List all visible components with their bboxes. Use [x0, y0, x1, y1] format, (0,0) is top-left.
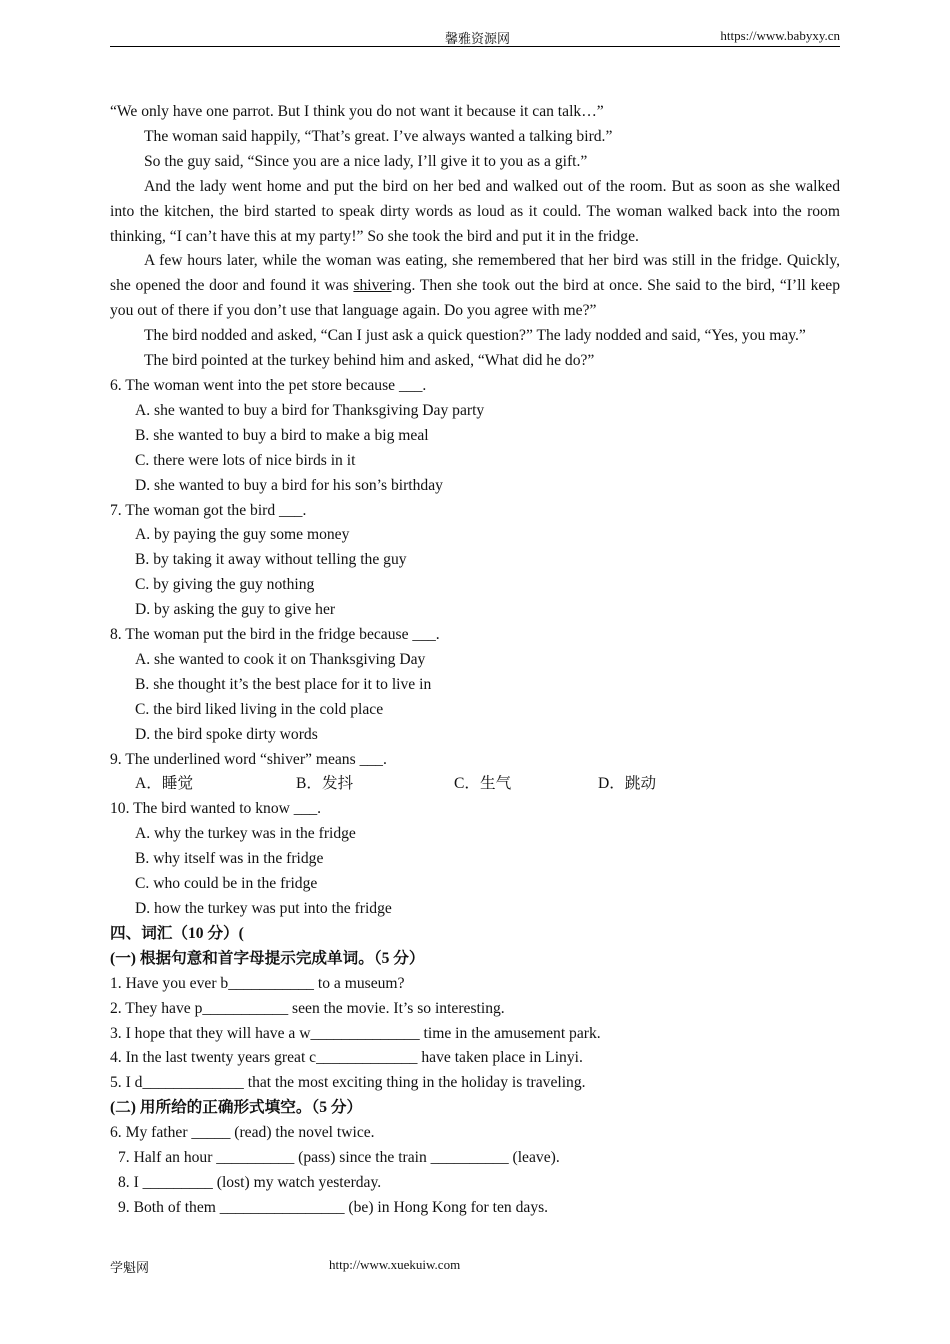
story-paragraph: And the lady went home and put the bird on her bed and walked out of the room. But as soon as she walked into the kitchen, the bird started to speak dirty words as loud as it could. The woman walked back into the room thinking, “I can’t have this at my party!” So she took the bird and put it in the fridge. [110, 177, 840, 245]
question-option: D. how the turkey was put into the fridge [135, 900, 392, 917]
question-option: A. she wanted to cook it on Thanksgiving Day [135, 650, 426, 668]
question-option: C. who could be in the fridge [135, 875, 318, 893]
question-stem: 7. The woman got the bird ___. [110, 501, 307, 519]
story-text: ing. Then she took out the bird at once. She said to the bird, “I’ll keep you out of there if you don’t use that language again. Do you agree with me?” [110, 277, 840, 320]
fill-in-item: 9. Both of them ________________ (be) in Hong Kong for ten days. [118, 1198, 549, 1216]
document-body [110, 100, 840, 1221]
question-stem: 6. The woman went into the pet store because ___. [110, 376, 427, 394]
question-option: C. there were lots of nice birds in it [135, 451, 356, 469]
story-paragraph: “We only have one parrot. But I think you do not want it because it can talk…” [110, 103, 604, 120]
page-header [110, 26, 840, 47]
fill-in-item: 7. Half an hour __________ (pass) since the train __________ (leave). [118, 1149, 560, 1167]
section-title: 四、词汇（10 分）( [110, 924, 244, 942]
question-option: B. why itself was in the fridge [135, 850, 324, 868]
question-stem: 10. The bird wanted to know ___. [110, 800, 322, 818]
question-option: D. the bird spoke dirty words [135, 725, 318, 743]
story-paragraph: The woman said happily, “That’s great. I’ve always wanted a talking bird.” [144, 127, 613, 145]
fill-in-item: 4. In the last twenty years great c_____________ have taken place in Linyi. [110, 1049, 583, 1067]
question-option: C．生气 [454, 775, 512, 793]
subsection-title: (二) 用所给的正确形式填空。（5 分） [110, 1099, 363, 1117]
page-footer [110, 1257, 840, 1276]
question-stem: 8. The woman put the bird in the fridge because ___. [110, 626, 440, 644]
header-site-name: 馨雅资源网 [445, 31, 511, 46]
question-option: C. by giving the guy nothing [135, 576, 315, 594]
fill-in-item: 1. Have you ever b___________ to a museum? [110, 974, 405, 992]
question-option: B．发抖 [296, 775, 354, 793]
question-option: B. by taking it away without telling the guy [135, 551, 407, 569]
story-text: A few hours later, while the woman was eating, she remembered that her bird was still in the fridge. Quickly, she opened the door and found it was [110, 252, 840, 295]
question-option: B. she wanted to buy a bird to make a big meal [135, 426, 429, 444]
fill-in-item: 3. I hope that they will have a w______________ time in the amusement park. [110, 1024, 601, 1042]
question-option: A. why the turkey was in the fridge [135, 825, 356, 843]
question-option: B. she thought it’s the best place for it to live in [135, 675, 432, 693]
question-options-row [110, 772, 840, 797]
question-stem: 9. The underlined word “shiver” means ___. [110, 750, 387, 768]
story-paragraph: The bird pointed at the turkey behind him and asked, “What did he do?” [144, 352, 595, 370]
footer-url: http://www.xuekuiw.com [329, 1257, 461, 1272]
question-option: D．跳动 [598, 775, 657, 793]
question-option: A. by paying the guy some money [135, 526, 350, 544]
story-paragraph [110, 249, 840, 324]
fill-in-item: 2. They have p___________ seen the movie. It’s so interesting. [110, 999, 505, 1017]
question-option: C. the bird liked living in the cold place [135, 700, 384, 718]
subsection-title: (一) 根据句意和首字母提示完成单词。（5 分） [110, 949, 425, 967]
question-option: D. she wanted to buy a bird for his son’s birthday [135, 476, 443, 494]
fill-in-item: 8. I _________ (lost) my watch yesterday. [118, 1173, 382, 1191]
story-paragraph: So the guy said, “Since you are a nice lady, I’ll give it to you as a gift.” [144, 152, 588, 170]
story-paragraph: The bird nodded and asked, “Can I just ask a quick question?” The lady nodded and said, “Yes, you may.” [144, 327, 806, 345]
footer-site-name: 学魁网 [110, 1260, 150, 1275]
question-option: D. by asking the guy to give her [135, 601, 336, 619]
question-option: A．睡觉 [135, 775, 194, 793]
fill-in-item: 5. I d_____________ that the most exciting thing in the holiday is traveling. [110, 1074, 586, 1092]
question-option: A. she wanted to buy a bird for Thanksgiving Day party [135, 401, 485, 419]
underlined-word: shiver [353, 277, 392, 295]
fill-in-item: 6. My father _____ (read) the novel twice. [110, 1124, 375, 1142]
header-url: https://www.babyxy.cn [720, 28, 840, 43]
